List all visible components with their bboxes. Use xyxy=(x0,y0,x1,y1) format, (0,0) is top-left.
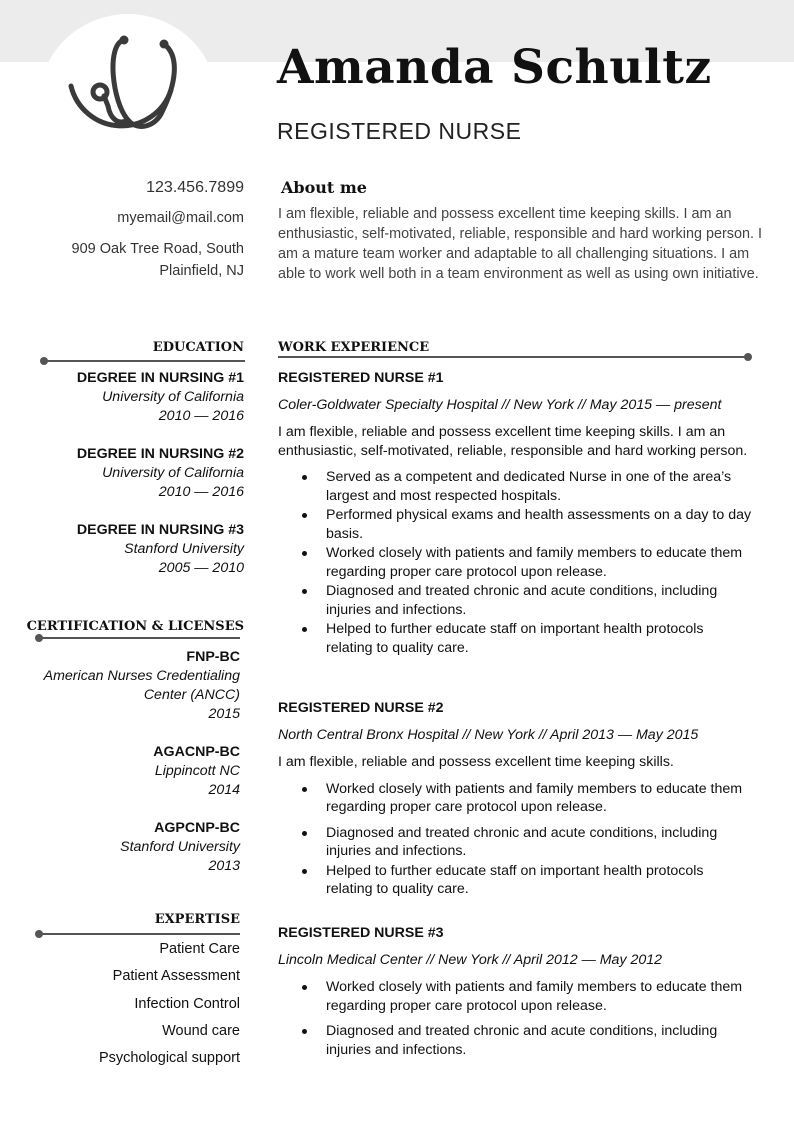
job-entry xyxy=(278,369,753,658)
bullet-icon xyxy=(302,787,307,792)
stethoscope-icon xyxy=(58,28,188,168)
cert-code: AGACNP-BC xyxy=(153,744,240,760)
bullet-icon xyxy=(302,475,307,480)
person-name: Amanda Schultz xyxy=(277,40,712,95)
degree-title: DEGREE IN NURSING #1 xyxy=(76,370,244,386)
cert-issuer-line-1: Lippincott NC xyxy=(154,763,240,779)
education-item xyxy=(77,521,244,578)
job-entry-description: I am flexible, reliable and possess excellent time keeping skills. I am an enthusiastic, self-motivated, reliable, responsible and hard working person. xyxy=(278,424,748,459)
education-rule xyxy=(44,360,245,362)
job-entry-title: REGISTERED NURSE #2 xyxy=(278,700,444,716)
bullet-icon xyxy=(302,1029,307,1034)
bullet-icon xyxy=(302,551,307,556)
job-entry-bullets xyxy=(278,978,753,1059)
degree-school: Stanford University xyxy=(124,541,244,557)
bullet-icon xyxy=(302,985,307,990)
bullet-icon xyxy=(302,831,307,836)
list-item: Infection Control xyxy=(134,995,240,1012)
cert-code: AGPCNP-BC xyxy=(154,820,240,836)
job-entry-bullets xyxy=(278,468,753,657)
job-entry-meta: North Central Bronx Hospital // New York // April 2013 — May 2015 xyxy=(278,727,699,743)
expertise-rule xyxy=(39,933,240,935)
contact-email[interactable]: myemail@mail.com xyxy=(117,210,244,226)
job-entry-meta: Lincoln Medical Center // New York // April 2012 — May 2012 xyxy=(278,952,663,968)
certifications-heading: CERTIFICATION & LICENSES xyxy=(26,619,244,634)
job-entry-title: REGISTERED NURSE #1 xyxy=(278,370,444,386)
degree-years: 2010 — 2016 xyxy=(158,484,244,500)
about-text: I am flexible, reliable and possess excellent time keeping skills. I am an enthusiastic, self-motivated, reliable, responsible and hard working person. I am a mature team worker and adaptable to all challenging situations. I am able to work well both in a team environment as well as using own initiative. xyxy=(278,206,762,282)
degree-title: DEGREE IN NURSING #3 xyxy=(76,522,244,538)
expertise-list xyxy=(99,941,240,1077)
job-entry xyxy=(278,924,753,1066)
certification-item xyxy=(153,743,240,800)
work-rule xyxy=(278,356,748,358)
work-rule-dot xyxy=(744,353,752,361)
address-line-1: 909 Oak Tree Road, South xyxy=(71,241,244,257)
education-item xyxy=(77,369,244,426)
job-entry-meta: Coler-Goldwater Specialty Hospital // New York // May 2015 — present xyxy=(278,397,722,413)
list-item: Diagnosed and treated chronic and acute conditions, including injuries and infections. xyxy=(278,1022,753,1059)
contact-address xyxy=(72,238,245,282)
address-line-2: Plainfield, NJ xyxy=(159,263,244,279)
list-item: Diagnosed and treated chronic and acute conditions, including injuries and infections. xyxy=(278,824,753,861)
certifications-rule xyxy=(39,637,240,639)
cert-issuer-line-1: American Nurses Credentialing xyxy=(43,668,240,684)
list-item: Helped to further educate staff on important health protocols relating to quality care. xyxy=(278,862,753,899)
degree-years: 2010 — 2016 xyxy=(158,408,244,424)
degree-title: DEGREE IN NURSING #2 xyxy=(76,446,244,462)
list-item: Psychological support xyxy=(98,1050,240,1067)
list-item: Performed physical exams and health assessments on a day to day basis. xyxy=(278,506,753,543)
list-item: Patient Assessment xyxy=(112,968,240,985)
cert-year: 2015 xyxy=(208,706,240,722)
work-heading: WORK EXPERIENCE xyxy=(278,340,430,355)
cert-year: 2014 xyxy=(208,782,240,798)
job-title: REGISTERED NURSE xyxy=(277,118,522,144)
job-entry-title: REGISTERED NURSE #3 xyxy=(278,925,444,941)
cert-issuer-line-1: Stanford University xyxy=(120,839,240,855)
degree-years: 2005 — 2010 xyxy=(158,560,244,576)
job-entry-bullets xyxy=(278,780,753,899)
list-item: Wound care xyxy=(162,1022,240,1039)
list-item: Helped to further educate staff on important health protocols relating to quality care. xyxy=(278,620,753,657)
education-heading: EDUCATION xyxy=(152,340,244,355)
list-item: Worked closely with patients and family members to educate them regarding proper care protocol upon release. xyxy=(278,978,753,1015)
bullet-icon xyxy=(302,869,307,874)
about-heading: About me xyxy=(281,178,367,197)
job-entry xyxy=(278,699,753,906)
list-item: Served as a competent and dedicated Nurse in one of the area’s largest and most respected hospitals. xyxy=(278,468,753,505)
certification-item xyxy=(44,648,240,724)
bullet-icon xyxy=(302,627,307,632)
degree-school: University of California xyxy=(102,465,244,481)
contact-phone[interactable]: 123.456.7899 xyxy=(146,179,244,196)
job-entry-description: I am flexible, reliable and possess excellent time keeping skills. xyxy=(278,754,674,770)
degree-school: University of California xyxy=(102,389,244,405)
list-item: Diagnosed and treated chronic and acute conditions, including injuries and infections. xyxy=(278,582,753,619)
list-item: Patient Care xyxy=(159,941,240,957)
education-item xyxy=(77,445,244,502)
bullet-icon xyxy=(302,513,307,518)
certification-item xyxy=(120,819,240,876)
cert-code: FNP-BC xyxy=(186,649,240,665)
list-item: Worked closely with patients and family members to educate them regarding proper care protocol upon release. xyxy=(278,780,753,817)
list-item: Worked closely with patients and family members to educate them regarding proper care protocol upon release. xyxy=(278,544,753,581)
cert-issuer-line-2: Center (ANCC) xyxy=(143,687,240,703)
expertise-heading: EXPERTISE xyxy=(154,912,240,927)
bullet-icon xyxy=(302,589,307,594)
cert-year: 2013 xyxy=(208,858,240,874)
